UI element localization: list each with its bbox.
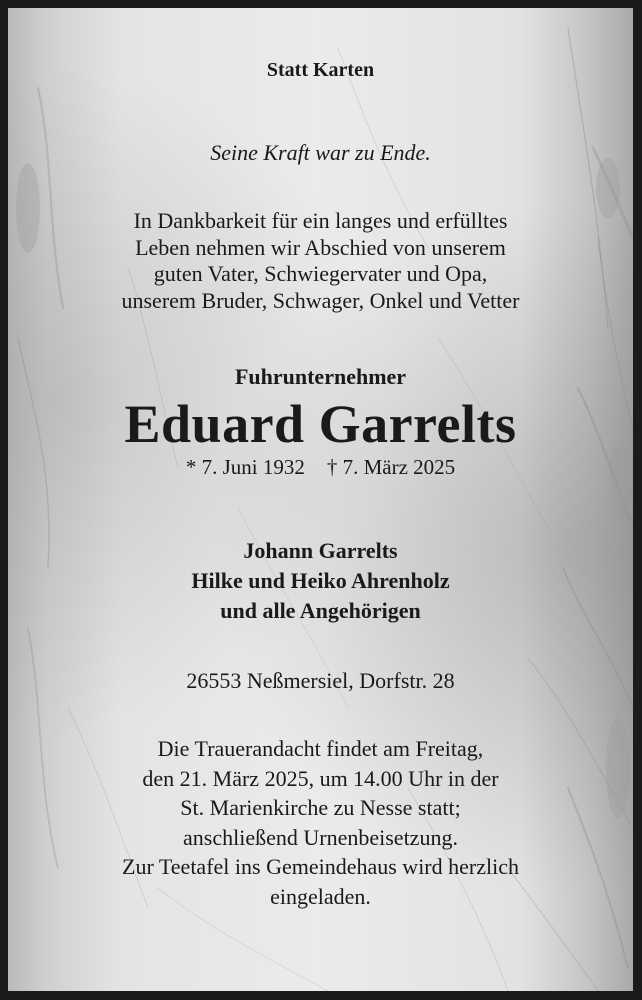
intro-line: guten Vater, Schwiegervater und Opa, [153, 261, 488, 286]
notice-content [8, 8, 633, 911]
marble-background [8, 8, 633, 991]
birth-date: * 7. Juni 1932 [185, 455, 305, 479]
family-signatures [8, 536, 633, 626]
service-info [8, 734, 633, 911]
life-dates [8, 454, 633, 480]
service-line: Die Trauerandacht findet am Freitag, [157, 736, 484, 761]
notice-header: Statt Karten [266, 59, 375, 81]
intro-line: unserem Bruder, Schwager, Onkel und Vetter [121, 287, 520, 313]
intro-line: Leben nehmen wir Abschied von unserem [135, 234, 506, 260]
intro-line: In Dankbarkeit für ein langes und erfülltes [133, 208, 508, 233]
family-line: Johann Garrelts [243, 538, 398, 563]
death-date: † 7. März 2025 [326, 455, 456, 479]
service-line: den 21. März 2025, um 14.00 Uhr in der [142, 765, 499, 791]
intro-text [8, 208, 633, 314]
service-line: Zur Teetafel ins Gemeindehaus wird herzlich [122, 854, 519, 879]
deceased-name: Eduard Garrelts [124, 394, 517, 454]
service-line: eingeladen. [270, 883, 371, 909]
address: 26553 Neßmersiel, Dorfstr. 28 [186, 668, 455, 693]
family-line: und alle Angehörigen [220, 598, 421, 623]
service-line: anschließend Urnenbeisetzung. [183, 824, 458, 850]
family-line: Hilke und Heiko Ahrenholz [191, 568, 450, 593]
motto: Seine Kraft war zu Ende. [210, 140, 431, 165]
service-line: St. Marienkirche zu Nesse statt; [180, 795, 461, 820]
profession: Fuhrunternehmer [234, 364, 407, 389]
